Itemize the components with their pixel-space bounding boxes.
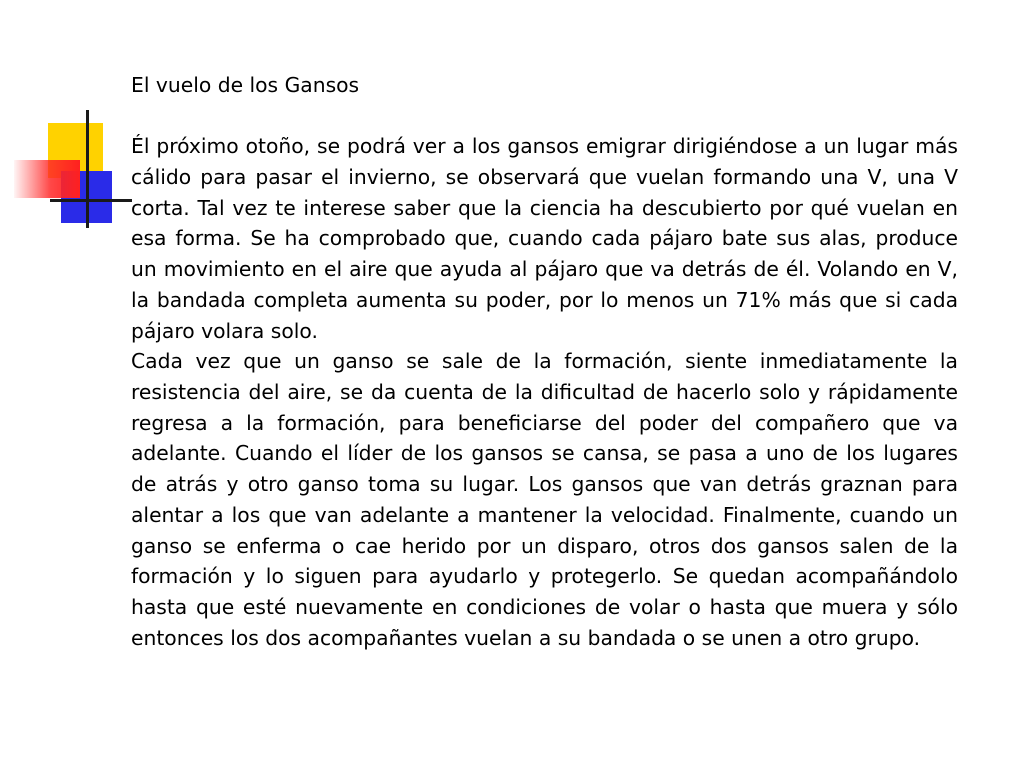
decorative-squares — [0, 0, 130, 240]
paragraph-2: Cada vez que un ganso se sale de la formación, siente inmediatamente la resistencia del aire, se da cuenta de la dificultad de hacerlo solo y rápidamente regresa a la formación, para beneficiarse del poder del compañero que va adelante. Cuando el líder de los gansos se cansa, se pasa a uno de los lugares de atrás y otro ganso toma su lugar. Los gansos que van detrás graznan para alentar a los que van adelante a mantener la velocidad. Finalmente, cuando un ganso se enferma o cae herido por un disparo, otros dos gansos salen de la formación y lo siguen para ayudarlo y protegerlo. Se quedan acompañándolo hasta que esté nuevamente en condiciones de volar o hasta que muera y sólo entonces los dos acompañantes vuelan a su bandada o se unen a otro grupo. — [131, 349, 958, 650]
paragraph-1: Él próximo otoño, se podrá ver a los gansos emigrar dirigiéndose a un lugar más cálido para pasar el invierno, se observará que vuelan formando una V, una V corta. Tal vez te interese saber que la ciencia ha descubierto por qué vuelan en esa forma. Se ha comprobado que, cuando cada pájaro bate sus alas, produce un movimiento en el aire que ayuda al pájaro que va detrás de él. Volando en V, la bandada completa aumenta su poder, por lo menos un 71% más que si cada pájaro volara solo. — [131, 134, 958, 343]
text-body — [131, 70, 958, 653]
vertical-line — [86, 110, 89, 228]
slide-title: El vuelo de los Gansos — [131, 73, 360, 97]
horizontal-line — [50, 199, 132, 202]
blank-line — [131, 101, 958, 132]
red-gradient-block — [14, 160, 80, 198]
